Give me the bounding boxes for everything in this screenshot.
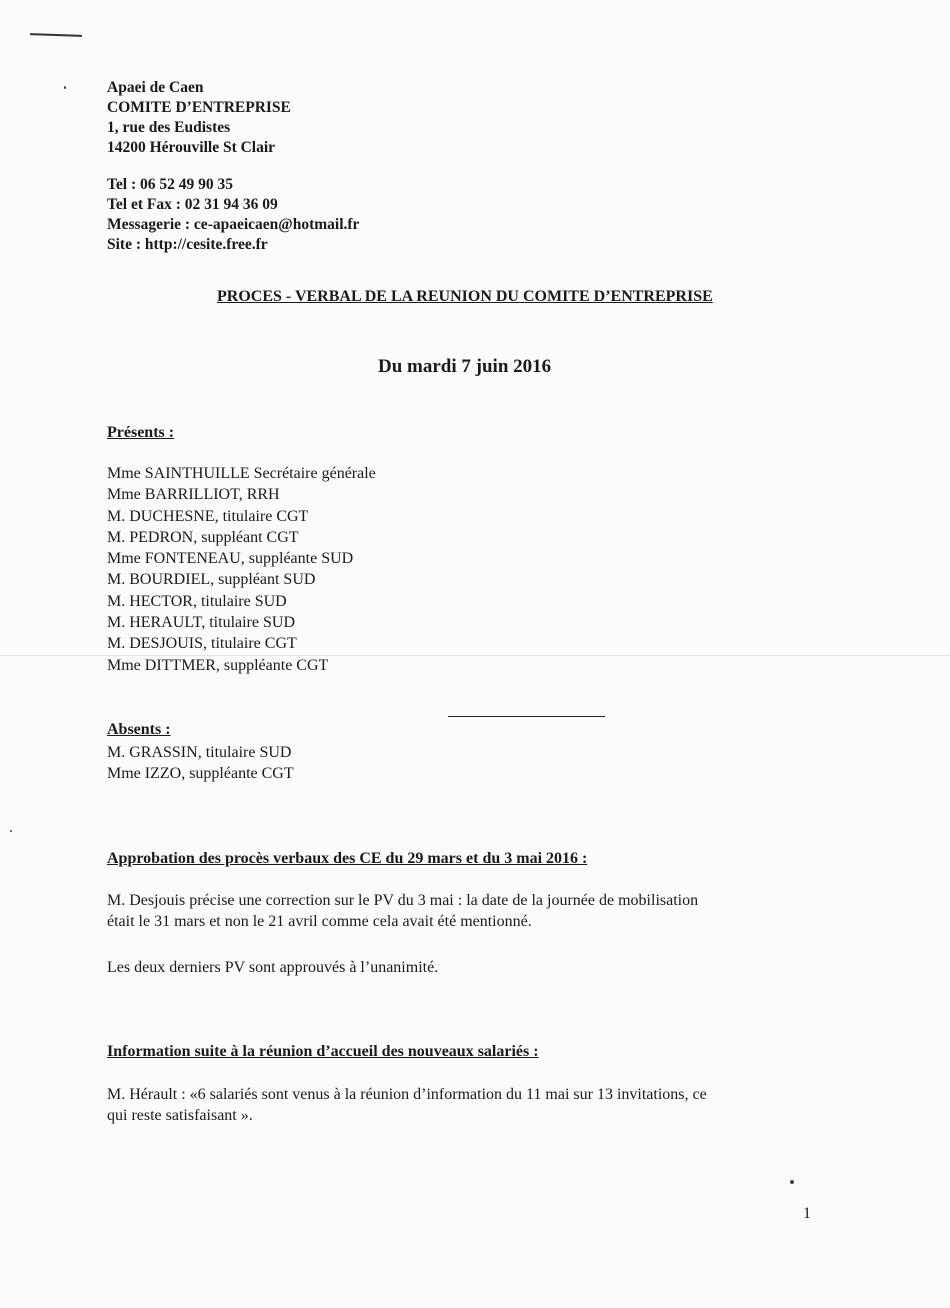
presents-list <box>107 463 376 676</box>
organization-name: Apaei de Caen <box>107 79 204 96</box>
page-number: 1 <box>803 1205 811 1222</box>
scan-speck <box>10 830 12 832</box>
list-item: M. PEDRON, suppléant CGT <box>107 528 299 546</box>
list-item: M. HERAULT, titulaire SUD <box>107 614 295 632</box>
street-address: 1, rue des Eudistes <box>107 119 231 136</box>
letterhead <box>107 78 359 255</box>
absents-list <box>107 742 294 785</box>
telephone-fax: Tel et Fax : 02 31 94 36 09 <box>107 196 278 213</box>
approval-heading: Approbation des procès verbaux des CE du 29 mars et du 3 mai 2016 : <box>107 850 588 867</box>
absents-heading: Absents : <box>107 721 171 738</box>
list-item: Mme BARRILLIOT, RRH <box>107 486 280 504</box>
list-item: M. HECTOR, titulaire SUD <box>107 592 287 610</box>
divider-line <box>448 716 605 717</box>
paragraph-line: M. Hérault : «6 salariés sont venus à la réunion d’information du 11 mai sur 13 invitations, ce <box>107 1086 707 1103</box>
welcome-heading: Information suite à la réunion d’accueil des nouveaux salariés : <box>107 1043 539 1060</box>
list-item: Mme SAINTHUILLE Secrétaire générale <box>107 465 376 482</box>
document-title: PROCES - VERBAL DE LA REUNION DU COMITE D’ENTREPRISE <box>217 288 713 305</box>
meeting-date: Du mardi 7 juin 2016 <box>378 356 552 377</box>
scan-speck <box>64 86 66 89</box>
list-item: M. BOURDIEL, suppléant SUD <box>107 571 316 589</box>
committee-name: COMITE D’ENTREPRISE <box>107 99 291 116</box>
website: Site : http://cesite.free.fr <box>107 236 268 253</box>
list-item: M. DESJOUIS, titulaire CGT <box>107 635 297 653</box>
paragraph-line: qui reste satisfaisant ». <box>107 1107 253 1124</box>
email-address: Messagerie : ce-apaeicaen@hotmail.fr <box>107 216 360 233</box>
list-item: M. DUCHESNE, titulaire CGT <box>107 507 309 525</box>
list-item: Mme FONTENEAU, suppléante SUD <box>107 550 354 568</box>
list-item: Mme DITTMER, suppléante CGT <box>107 656 329 674</box>
approval-paragraph <box>107 890 817 932</box>
scan-speck <box>790 1180 794 1184</box>
telephone: Tel : 06 52 49 90 35 <box>107 176 234 193</box>
paragraph-line: était le 31 mars et non le 21 avril comme cela avait été mentionné. <box>107 913 532 930</box>
city-address: 14200 Hérouville St Clair <box>107 139 276 156</box>
approval-result: Les deux derniers PV sont approuvés à l’unanimité. <box>107 959 439 976</box>
presents-heading: Présents : <box>107 424 175 441</box>
list-item: M. GRASSIN, titulaire SUD <box>107 744 292 761</box>
scan-mark <box>30 33 82 37</box>
paragraph-line: M. Desjouis précise une correction sur le PV du 3 mai : la date de la journée de mobilisation <box>107 892 699 909</box>
list-item: Mme IZZO, suppléante CGT <box>107 765 294 783</box>
welcome-paragraph <box>107 1084 817 1126</box>
